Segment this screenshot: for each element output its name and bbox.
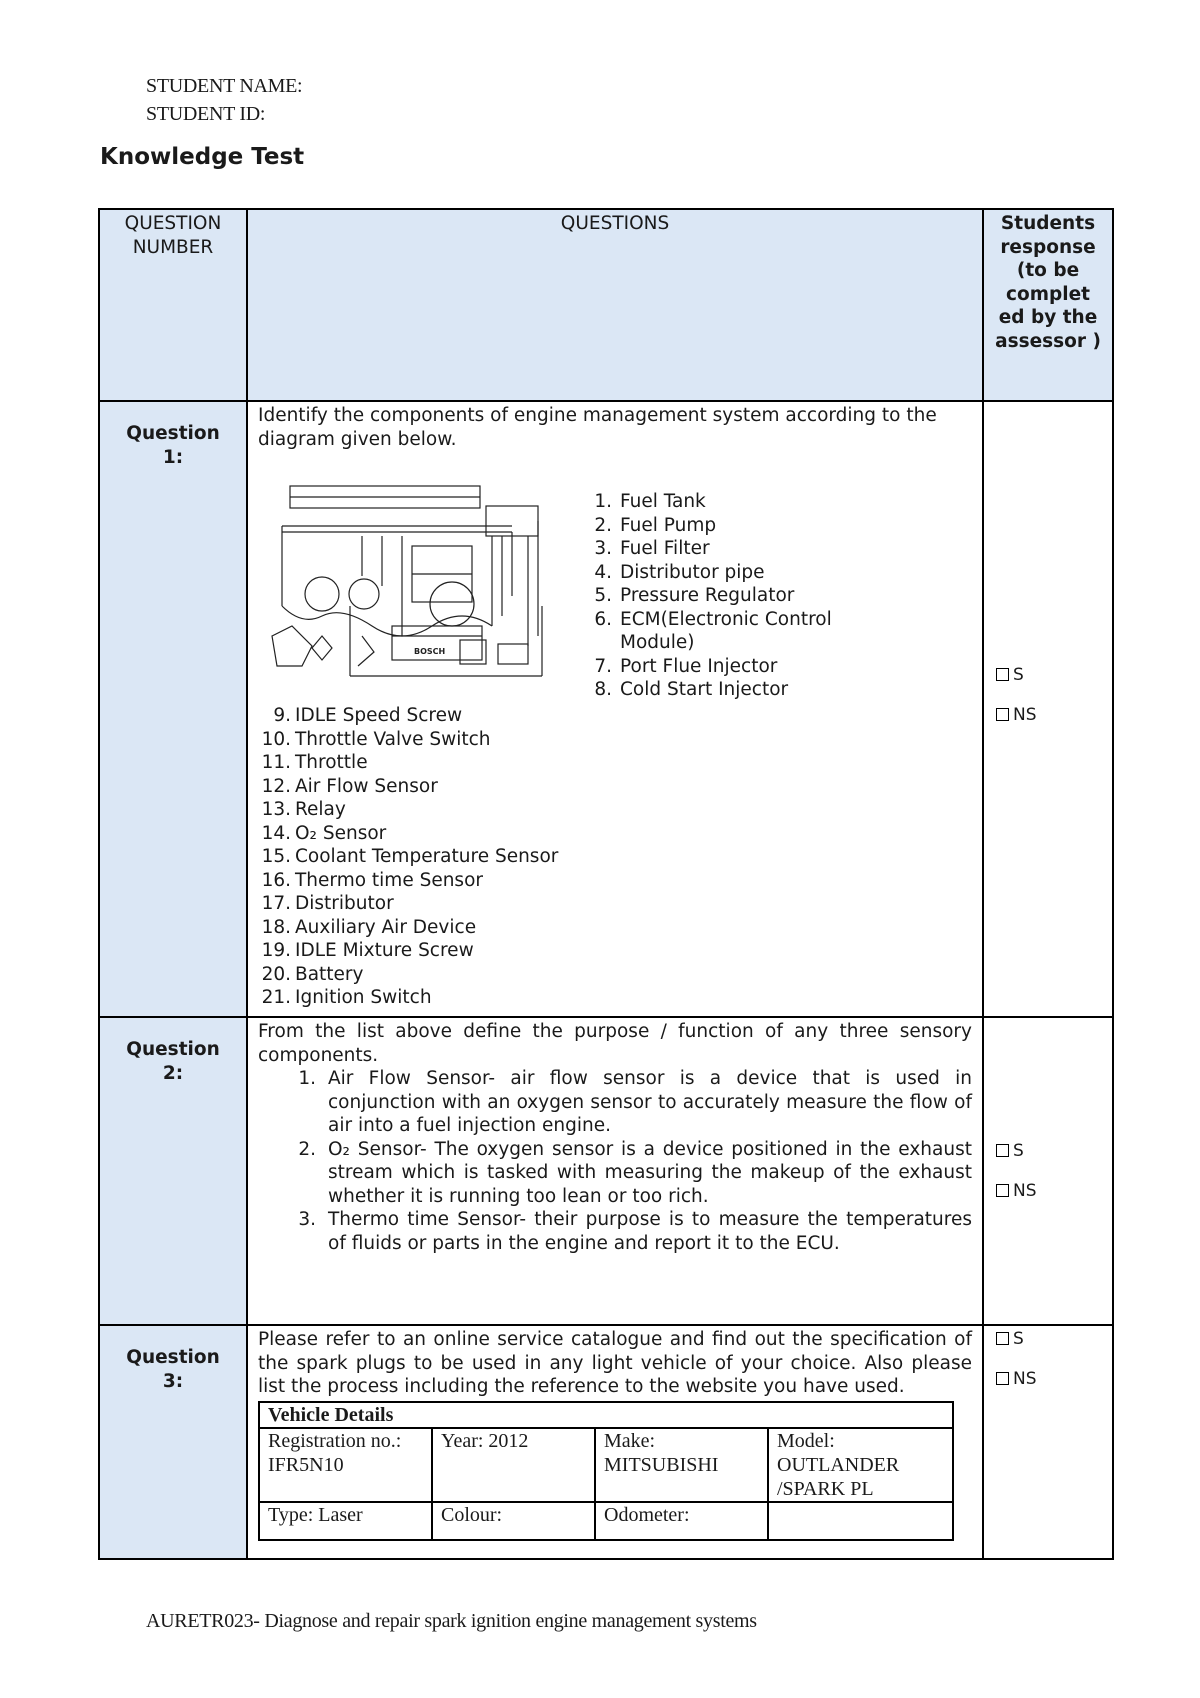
list-number: 1. xyxy=(594,491,612,512)
list-item xyxy=(594,490,832,514)
list-text: Air Flow Sensor- air flow sensor is a device that is used in conjunction with an oxygen sensor to accurately measure the flow of air into a fuel injection engine. xyxy=(328,1068,972,1136)
list-number: 8. xyxy=(594,679,612,700)
q1-option-ns-label: NS xyxy=(1013,705,1037,725)
checkbox-icon[interactable] xyxy=(996,708,1009,721)
list-item xyxy=(594,608,832,632)
list-number: 2. xyxy=(298,1138,316,1160)
list-number: 11. xyxy=(261,752,291,773)
list-number: 17. xyxy=(261,893,291,914)
question-2-label xyxy=(100,1018,246,1085)
q2-option-s-label: S xyxy=(1013,1141,1024,1161)
checkbox-icon[interactable] xyxy=(996,1332,1009,1345)
question-3-number xyxy=(99,1325,247,1559)
knowledge-test-table xyxy=(98,208,1114,1560)
student-id-label: STUDENT ID: xyxy=(146,103,266,125)
list-item xyxy=(261,798,558,822)
list-text: IDLE Mixture Screw xyxy=(295,940,474,961)
student-info xyxy=(146,72,302,128)
table-row xyxy=(259,1402,953,1428)
list-item xyxy=(292,1138,972,1209)
list-item xyxy=(261,845,559,869)
question-3-content xyxy=(247,1325,983,1559)
component-list-right xyxy=(594,490,832,702)
list-text: Fuel Pump xyxy=(620,514,717,536)
list-text: Auxiliary Air Device xyxy=(295,916,477,938)
question-1-label-text: Question xyxy=(126,423,220,444)
vehicle-odometer: Odometer: xyxy=(595,1502,768,1540)
page-title: Knowledge Test xyxy=(100,144,305,170)
q2-option-ns-label: NS xyxy=(1013,1181,1037,1201)
list-number: 6. xyxy=(594,608,612,630)
header-questions: QUESTIONS xyxy=(247,209,983,401)
question-1-prompt: Identify the components of engine management system according to the diagram given below. xyxy=(258,405,937,450)
list-text: IDLE Speed Screw xyxy=(295,705,463,726)
list-text: Air Flow Sensor xyxy=(295,775,438,797)
question-3-response xyxy=(983,1325,1113,1559)
header-question-number xyxy=(99,209,247,401)
question-2-answers xyxy=(292,1067,972,1255)
question-1-label-num: 1: xyxy=(162,446,184,468)
list-item xyxy=(261,892,558,916)
list-number: 9. xyxy=(273,705,291,726)
list-number: 18. xyxy=(261,916,291,938)
list-item xyxy=(261,986,558,1010)
list-number: 3. xyxy=(594,538,612,559)
question-3-label-num: 3: xyxy=(162,1370,184,1392)
q1-option-ns[interactable] xyxy=(996,704,1037,728)
q1-option-s[interactable] xyxy=(996,664,1024,688)
question-1-response xyxy=(983,401,1113,1017)
list-item xyxy=(594,678,832,702)
question-3-label-text: Question xyxy=(126,1347,220,1368)
list-text: Battery xyxy=(295,963,364,985)
question-2-content xyxy=(247,1017,983,1325)
q3-option-s-label: S xyxy=(1013,1329,1024,1349)
list-text: Cold Start Injector xyxy=(620,679,789,700)
list-text: ECM(Electronic Control xyxy=(620,608,832,630)
vehicle-type: Type: Laser xyxy=(259,1502,432,1540)
q2-option-ns[interactable] xyxy=(996,1180,1037,1204)
list-item xyxy=(261,869,558,893)
list-item xyxy=(261,751,558,775)
list-text: Thermo time Sensor- their purpose is to measure the temperatures of fluids or parts in the engine and report it to the ECU. xyxy=(328,1209,972,1254)
header-question-number-text: QUESTION NUMBER xyxy=(124,213,222,258)
list-item xyxy=(594,561,832,585)
checkbox-icon[interactable] xyxy=(996,1372,1009,1385)
question-2-response xyxy=(983,1017,1113,1325)
student-name-label: STUDENT NAME: xyxy=(146,75,303,97)
list-text: Fuel Tank xyxy=(620,491,706,512)
checkbox-icon[interactable] xyxy=(996,668,1009,681)
list-item xyxy=(594,584,832,608)
vehicle-details-header: Vehicle Details xyxy=(259,1402,953,1428)
list-item xyxy=(261,822,558,846)
list-text: Ignition Switch xyxy=(295,987,432,1008)
checkbox-icon[interactable] xyxy=(996,1144,1009,1157)
list-item xyxy=(261,775,558,799)
question-2-number xyxy=(99,1017,247,1325)
question-2-label-num: 2: xyxy=(162,1062,184,1084)
list-item xyxy=(261,939,558,963)
list-number: 12. xyxy=(261,775,291,797)
list-item xyxy=(594,537,832,561)
list-text: Relay xyxy=(295,799,346,820)
list-text: Module) xyxy=(620,632,695,653)
list-text: Fuel Filter xyxy=(620,538,710,559)
q3-option-ns-label: NS xyxy=(1013,1369,1037,1389)
q3-option-ns[interactable] xyxy=(996,1368,1037,1392)
question-1-number xyxy=(99,401,247,1017)
list-text: Pressure Regulator xyxy=(620,585,795,606)
list-item xyxy=(594,655,832,679)
vehicle-blank-cell xyxy=(768,1502,953,1540)
question-2-prompt: From the list above define the purpose / function of any three sensory components. xyxy=(258,1021,972,1066)
vehicle-details-table xyxy=(258,1401,954,1541)
list-item xyxy=(594,514,832,538)
list-text: Distributor pipe xyxy=(620,561,765,583)
engine-management-diagram xyxy=(262,476,562,688)
q1-option-s-label: S xyxy=(1013,665,1024,685)
component-list-left xyxy=(261,704,559,1010)
list-text: Throttle xyxy=(295,752,368,773)
list-number: 14. xyxy=(261,822,291,844)
table-row xyxy=(259,1428,953,1502)
list-text: Distributor xyxy=(295,893,394,914)
list-text: Coolant Temperature Sensor xyxy=(295,846,559,867)
list-number: 4. xyxy=(594,561,612,583)
list-number: 5. xyxy=(594,585,612,606)
question-3-prompt: Please refer to an online service catalogue and find out the specification of the spark plugs to be used in any light vehicle of your choice. Also please list the process including the reference to the website you have used. xyxy=(258,1329,972,1397)
question-2-label-text: Question xyxy=(126,1039,220,1060)
list-item xyxy=(292,1208,972,1255)
header-response-text: Students response (to be complet ed by the assessor ) xyxy=(995,213,1101,352)
list-text: Port Flue Injector xyxy=(620,655,778,677)
list-number: 1. xyxy=(298,1068,316,1089)
list-number: 15. xyxy=(261,846,291,867)
list-number: 7. xyxy=(594,655,612,677)
vehicle-make: Make: MITSUBISHI xyxy=(595,1428,768,1502)
header-response xyxy=(983,209,1113,401)
vehicle-registration: Registration no.: IFR5N10 xyxy=(259,1428,432,1502)
q3-option-s[interactable] xyxy=(996,1328,1024,1352)
question-3-row xyxy=(99,1325,1113,1559)
list-item xyxy=(273,704,558,728)
list-text: Throttle Valve Switch xyxy=(295,728,491,750)
list-item xyxy=(261,728,558,752)
list-text: O₂ Sensor- The oxygen sensor is a device positioned in the exhaust stream which is tasked with measuring the makeup of the exhaust whether it is running too lean or too rich. xyxy=(328,1138,972,1207)
list-text: O₂ Sensor xyxy=(295,822,387,844)
page-footer: AURETR023- Diagnose and repair spark ignition engine management systems xyxy=(146,1610,757,1632)
vehicle-colour: Colour: xyxy=(432,1502,595,1540)
diagram-brand-label: BOSCH xyxy=(414,647,446,656)
list-item xyxy=(261,916,558,940)
list-item xyxy=(292,1067,972,1138)
list-number: 13. xyxy=(261,799,291,820)
checkbox-icon[interactable] xyxy=(996,1184,1009,1197)
list-number: 21. xyxy=(261,987,291,1008)
list-number: 3. xyxy=(298,1209,316,1230)
list-number: 10. xyxy=(261,728,291,750)
question-2-row xyxy=(99,1017,1113,1325)
list-number: 16. xyxy=(261,869,291,891)
question-3-label xyxy=(100,1326,246,1393)
list-item xyxy=(261,963,558,987)
list-number: 2. xyxy=(594,514,612,536)
list-text: Thermo time Sensor xyxy=(295,869,483,891)
table-header-row xyxy=(99,209,1113,401)
list-number: 19. xyxy=(261,940,291,961)
vehicle-model: Model: OUTLANDER /SPARK PL xyxy=(768,1428,953,1502)
question-1-label xyxy=(100,402,246,469)
list-number: 20. xyxy=(261,963,291,985)
vehicle-year: Year: 2012 xyxy=(432,1428,595,1502)
q2-option-s[interactable] xyxy=(996,1140,1024,1164)
list-item xyxy=(620,631,832,655)
table-row xyxy=(259,1502,953,1540)
